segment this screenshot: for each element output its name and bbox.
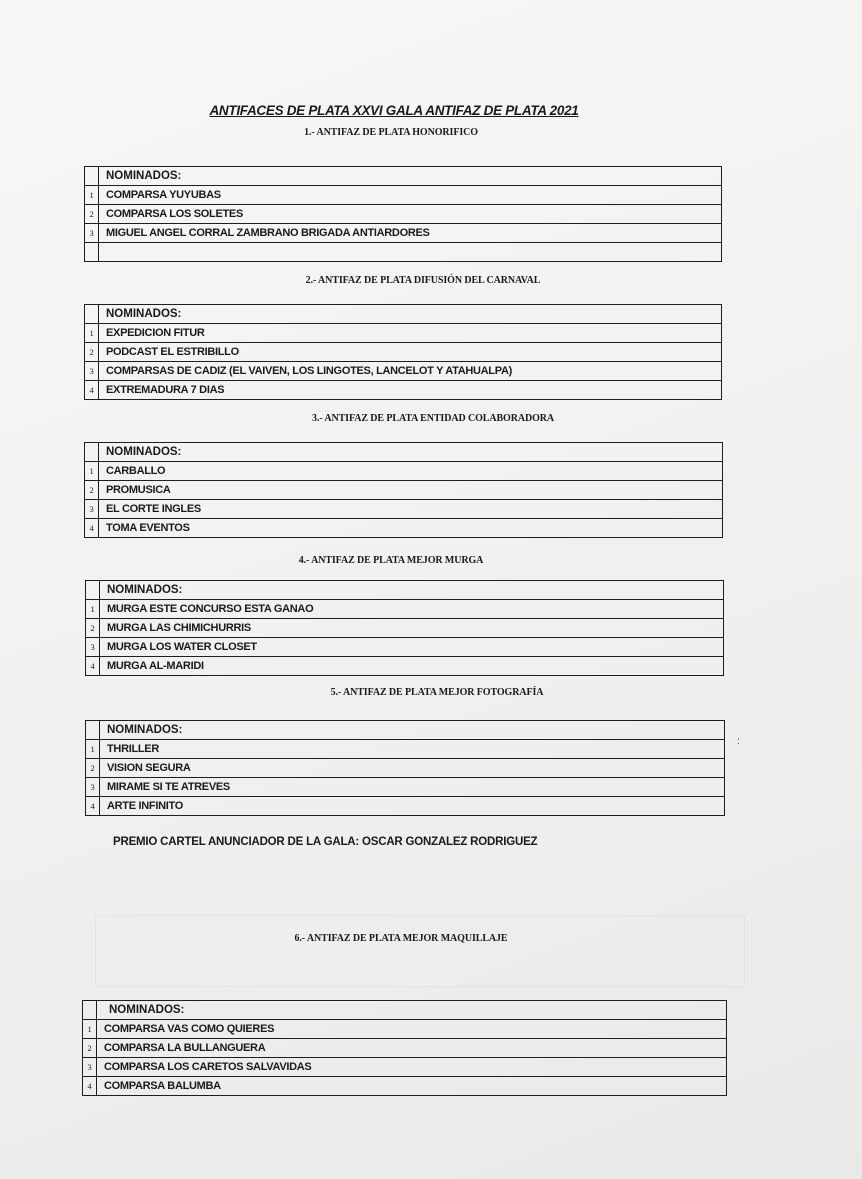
nominee-name: TOMA EVENTOS [99, 519, 723, 538]
section-title-entidad: 3.- ANTIFAZ DE PLATA ENTIDAD COLABORADORA [311, 413, 555, 424]
nominee-name: EXPEDICION FITUR [99, 324, 722, 343]
nominee-name [99, 243, 722, 262]
table-header-row [85, 167, 722, 186]
table-row: 4 COMPARSA BALUMBA [83, 1077, 727, 1096]
nominee-name: CARBALLO [99, 462, 723, 481]
nominees-table-difusion [84, 304, 722, 400]
table-row: 1 EXPEDICION FITUR [85, 324, 722, 343]
nominee-name: COMPARSA LOS SOLETES [99, 205, 722, 224]
table-row: 2 COMPARSA LA BULLANGUERA [83, 1039, 727, 1058]
section-title-difusion: 2.- ANTIFAZ DE PLATA DIFUSIÓN DEL CARNAVAL [305, 275, 541, 286]
nominee-name: MIRAME SI TE ATREVES [100, 778, 725, 797]
nominee-name: MURGA ESTE CONCURSO ESTA GANAO [100, 600, 724, 619]
table-row: 4 MURGA AL-MARIDI [86, 657, 724, 676]
nominees-header: NOMINADOS: [99, 305, 722, 324]
nominee-name: PROMUSICA [99, 481, 723, 500]
table-row: 4 EXTREMADURA 7 DIAS [85, 381, 722, 400]
section-title-fotografia: 5.- ANTIFAZ DE PLATA MEJOR FOTOGRAFÍA [330, 687, 544, 698]
nominees-table-entidad [84, 442, 723, 538]
nominees-table-honorifico [84, 166, 722, 262]
nominee-name: THRILLER [100, 740, 725, 759]
document-title: ANTIFACES DE PLATA XXVI GALA ANTIFAZ DE PLATA 2021 [209, 103, 579, 118]
nominees-header: NOMINADOS: [100, 581, 724, 600]
section-title-murga: 4.- ANTIFAZ DE PLATA MEJOR MURGA [298, 555, 484, 566]
table-row [85, 243, 722, 262]
nominee-name: EL CORTE INGLES [99, 500, 723, 519]
table-row: 2 PODCAST EL ESTRIBILLO [85, 343, 722, 362]
nominee-name: VISION SEGURA [100, 759, 725, 778]
table-row: 1 MURGA ESTE CONCURSO ESTA GANAO [86, 600, 724, 619]
nominee-name: MIGUEL ANGEL CORRAL ZAMBRANO BRIGADA ANTIARDORES [99, 224, 722, 243]
table-row: 3 MURGA LOS WATER CLOSET [86, 638, 724, 657]
poster-prize-line: PREMIO CARTEL ANUNCIADOR DE LA GALA: OSCAR GONZALEZ RODRIGUEZ [113, 836, 538, 848]
nominee-name: MURGA LOS WATER CLOSET [100, 638, 724, 657]
section-title-maquillaje: 6.- ANTIFAZ DE PLATA MEJOR MAQUILLAJE [294, 933, 508, 944]
table-row: 2 MURGA LAS CHIMICHURRIS [86, 619, 724, 638]
nominees-header: NOMINADOS: [99, 167, 722, 186]
nominee-name: MURGA LAS CHIMICHURRIS [100, 619, 724, 638]
table-row: 2 VISION SEGURA [86, 759, 725, 778]
table-row: 3 EL CORTE INGLES [85, 500, 723, 519]
nominees-header: NOMINADOS: [100, 721, 725, 740]
table-row: 1 CARBALLO [85, 462, 723, 481]
stray-mark: : [737, 736, 740, 747]
table-row: 3 MIGUEL ANGEL CORRAL ZAMBRANO BRIGADA ANTIARDORES [85, 224, 722, 243]
section-title-honorifico: 1.- ANTIFAZ DE PLATA HONORIFICO [304, 127, 478, 138]
table-row: 2 COMPARSA LOS SOLETES [85, 205, 722, 224]
nominees-header: NOMINADOS: [97, 1001, 727, 1020]
table-row: 4 TOMA EVENTOS [85, 519, 723, 538]
nominee-name: EXTREMADURA 7 DIAS [99, 381, 722, 400]
table-row: 3 MIRAME SI TE ATREVES [86, 778, 725, 797]
table-row: 1 COMPARSA YUYUBAS [85, 186, 722, 205]
nominee-name: ARTE INFINITO [100, 797, 725, 816]
table-row: 1 THRILLER [86, 740, 725, 759]
nominee-name: COMPARSA YUYUBAS [99, 186, 722, 205]
nominee-name: COMPARSA LA BULLANGUERA [97, 1039, 727, 1058]
table-row: 3 COMPARSAS DE CADIZ (EL VAIVEN, LOS LINGOTES, LANCELOT Y ATAHUALPA) [85, 362, 722, 381]
nominee-name: COMPARSA VAS COMO QUIERES [97, 1020, 727, 1039]
table-row: 1 COMPARSA VAS COMO QUIERES [83, 1020, 727, 1039]
nominees-table-fotografia [85, 720, 725, 816]
nominee-name: COMPARSA LOS CARETOS SALVAVIDAS [97, 1058, 727, 1077]
nominee-name: PODCAST EL ESTRIBILLO [99, 343, 722, 362]
table-row: 4 ARTE INFINITO [86, 797, 725, 816]
nominees-table-murga [85, 580, 724, 676]
nominee-name: MURGA AL-MARIDI [100, 657, 724, 676]
nominee-name: COMPARSAS DE CADIZ (EL VAIVEN, LOS LINGOTES, LANCELOT Y ATAHUALPA) [99, 362, 722, 381]
nominee-name: COMPARSA BALUMBA [97, 1077, 727, 1096]
nominees-table-maquillaje [82, 1000, 727, 1096]
show-through-shadow [95, 915, 745, 987]
table-row: 2 PROMUSICA [85, 481, 723, 500]
nominees-header: NOMINADOS: [99, 443, 723, 462]
table-row: 3 COMPARSA LOS CARETOS SALVAVIDAS [83, 1058, 727, 1077]
